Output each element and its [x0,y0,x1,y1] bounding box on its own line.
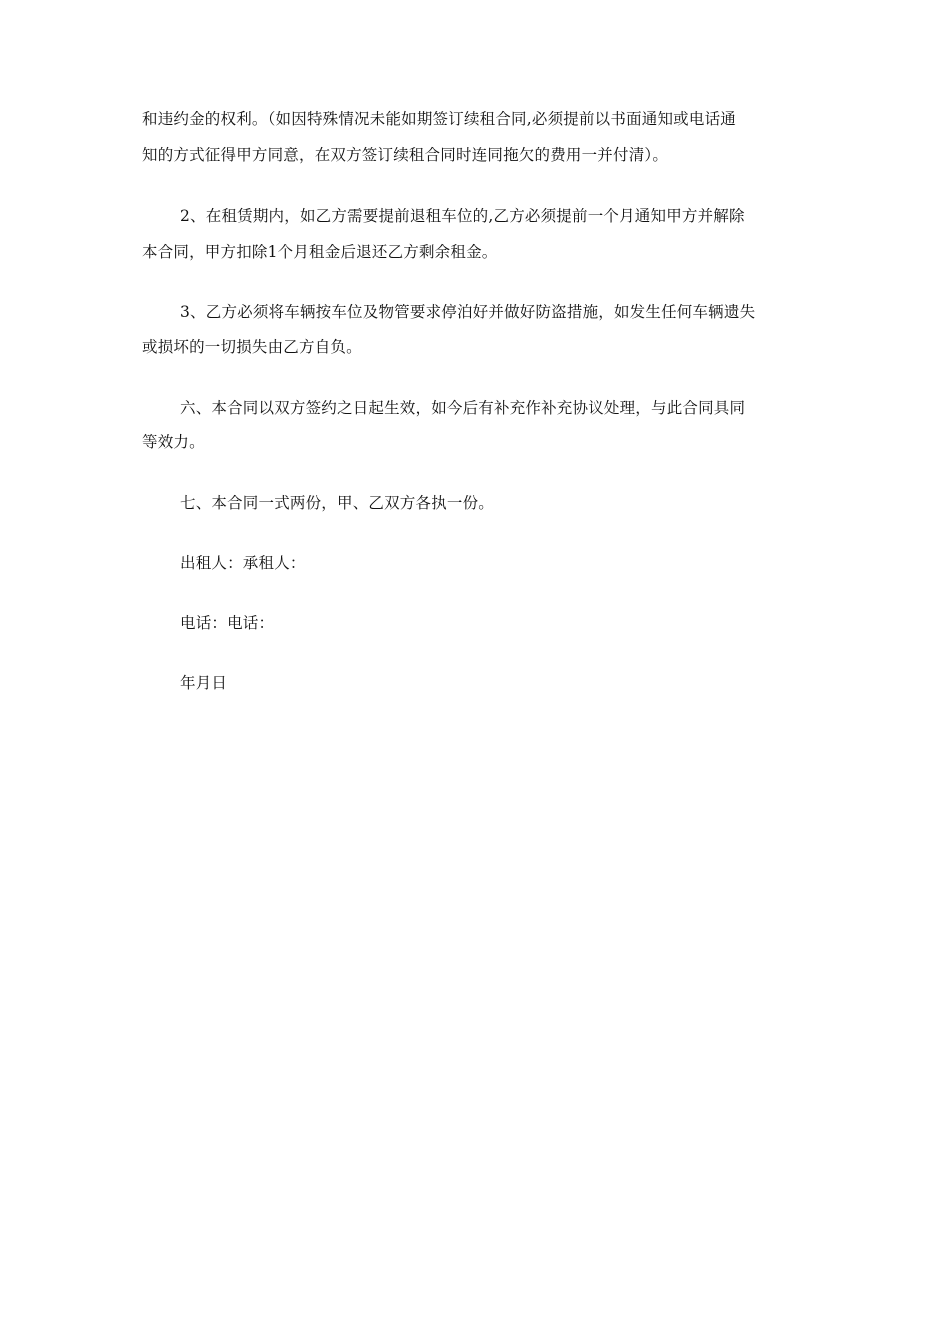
paragraph-continuation-line-1: 和违约金的权利。（如因特殊情况未能如期签订续租合同,必须提前以书面通知或电话通 [142,110,736,128]
signature-date: 年月日 [180,674,228,692]
clause-3-line-1: 3、乙方必须将车辆按车位及物管要求停泊好并做好防盗措施，如发生任何车辆遗失 [180,303,756,321]
clause-2-line-1: 2、在租赁期内，如乙方需要提前退租车位的,乙方必须提前一个月通知甲方并解除 [180,207,745,225]
signature-parties: 出租人：承租人： [180,554,306,572]
article-6-line-1: 六、本合同以双方签约之日起生效，如今后有补充作补充协议处理，与此合同具同 [180,399,746,417]
paragraph-continuation-line-2: 知的方式征得甲方同意，在双方签订续租合同时连同拖欠的费用一并付清）。 [142,146,669,164]
clause-3-line-2: 或损坏的一切损失由乙方自负。 [142,338,362,356]
article-7-line-1: 七、本合同一式两份，甲、乙双方各执一份。 [180,494,495,512]
signature-phones: 电话：电话： [180,614,275,632]
article-6-line-2: 等效力。 [142,433,205,451]
clause-2-line-2: 本合同，甲方扣除1个月租金后退还乙方剩余租金。 [142,243,498,261]
